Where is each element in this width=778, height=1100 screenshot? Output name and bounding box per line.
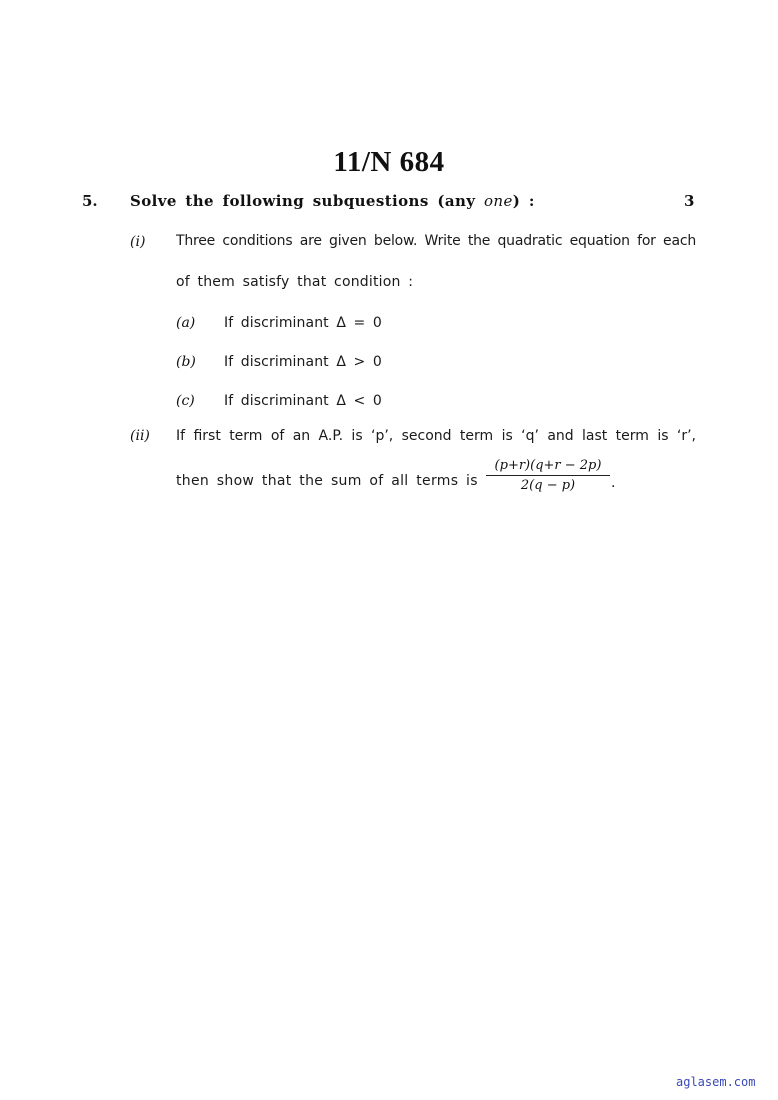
item-a-label: (a) <box>176 315 196 331</box>
end-punctuation: . <box>611 475 616 491</box>
item-a-text: If discriminant Δ = 0 <box>224 315 382 331</box>
part-ii-line1: If first term of an A.P. is ‘p’, second term is ‘q’ and last term is ‘r’, <box>176 428 696 444</box>
fraction-denominator: 2(q − p) <box>520 478 576 493</box>
part-i-line1: Three conditions are given below. Write the quadratic equation for each <box>176 233 696 249</box>
item-c-label: (c) <box>176 393 195 409</box>
item-b-text: If discriminant Δ > 0 <box>224 354 382 370</box>
item-c-text: If discriminant Δ < 0 <box>224 393 382 409</box>
part-i-line2: of them satisfy that condition : <box>176 274 414 290</box>
part-ii-label: (ii) <box>130 428 150 444</box>
part-i-label: (i) <box>130 234 146 250</box>
paper-code: 11/N 684 <box>333 146 445 178</box>
watermark-link[interactable]: aglasem.com <box>676 1075 756 1089</box>
item-b-label: (b) <box>176 354 196 370</box>
question-marks: 3 <box>684 192 695 210</box>
question-instruction <box>130 192 535 210</box>
fraction-numerator: (p+r)(q+r − 2p) <box>486 458 610 476</box>
instruction-end: ) : <box>512 192 535 210</box>
sum-fraction <box>486 458 610 493</box>
question-number: 5. <box>82 192 98 210</box>
instruction-text: Solve the following subquestions (any <box>130 192 484 210</box>
part-ii-line2: then show that the sum of all terms is <box>176 473 478 489</box>
instruction-italic: one <box>484 192 513 210</box>
